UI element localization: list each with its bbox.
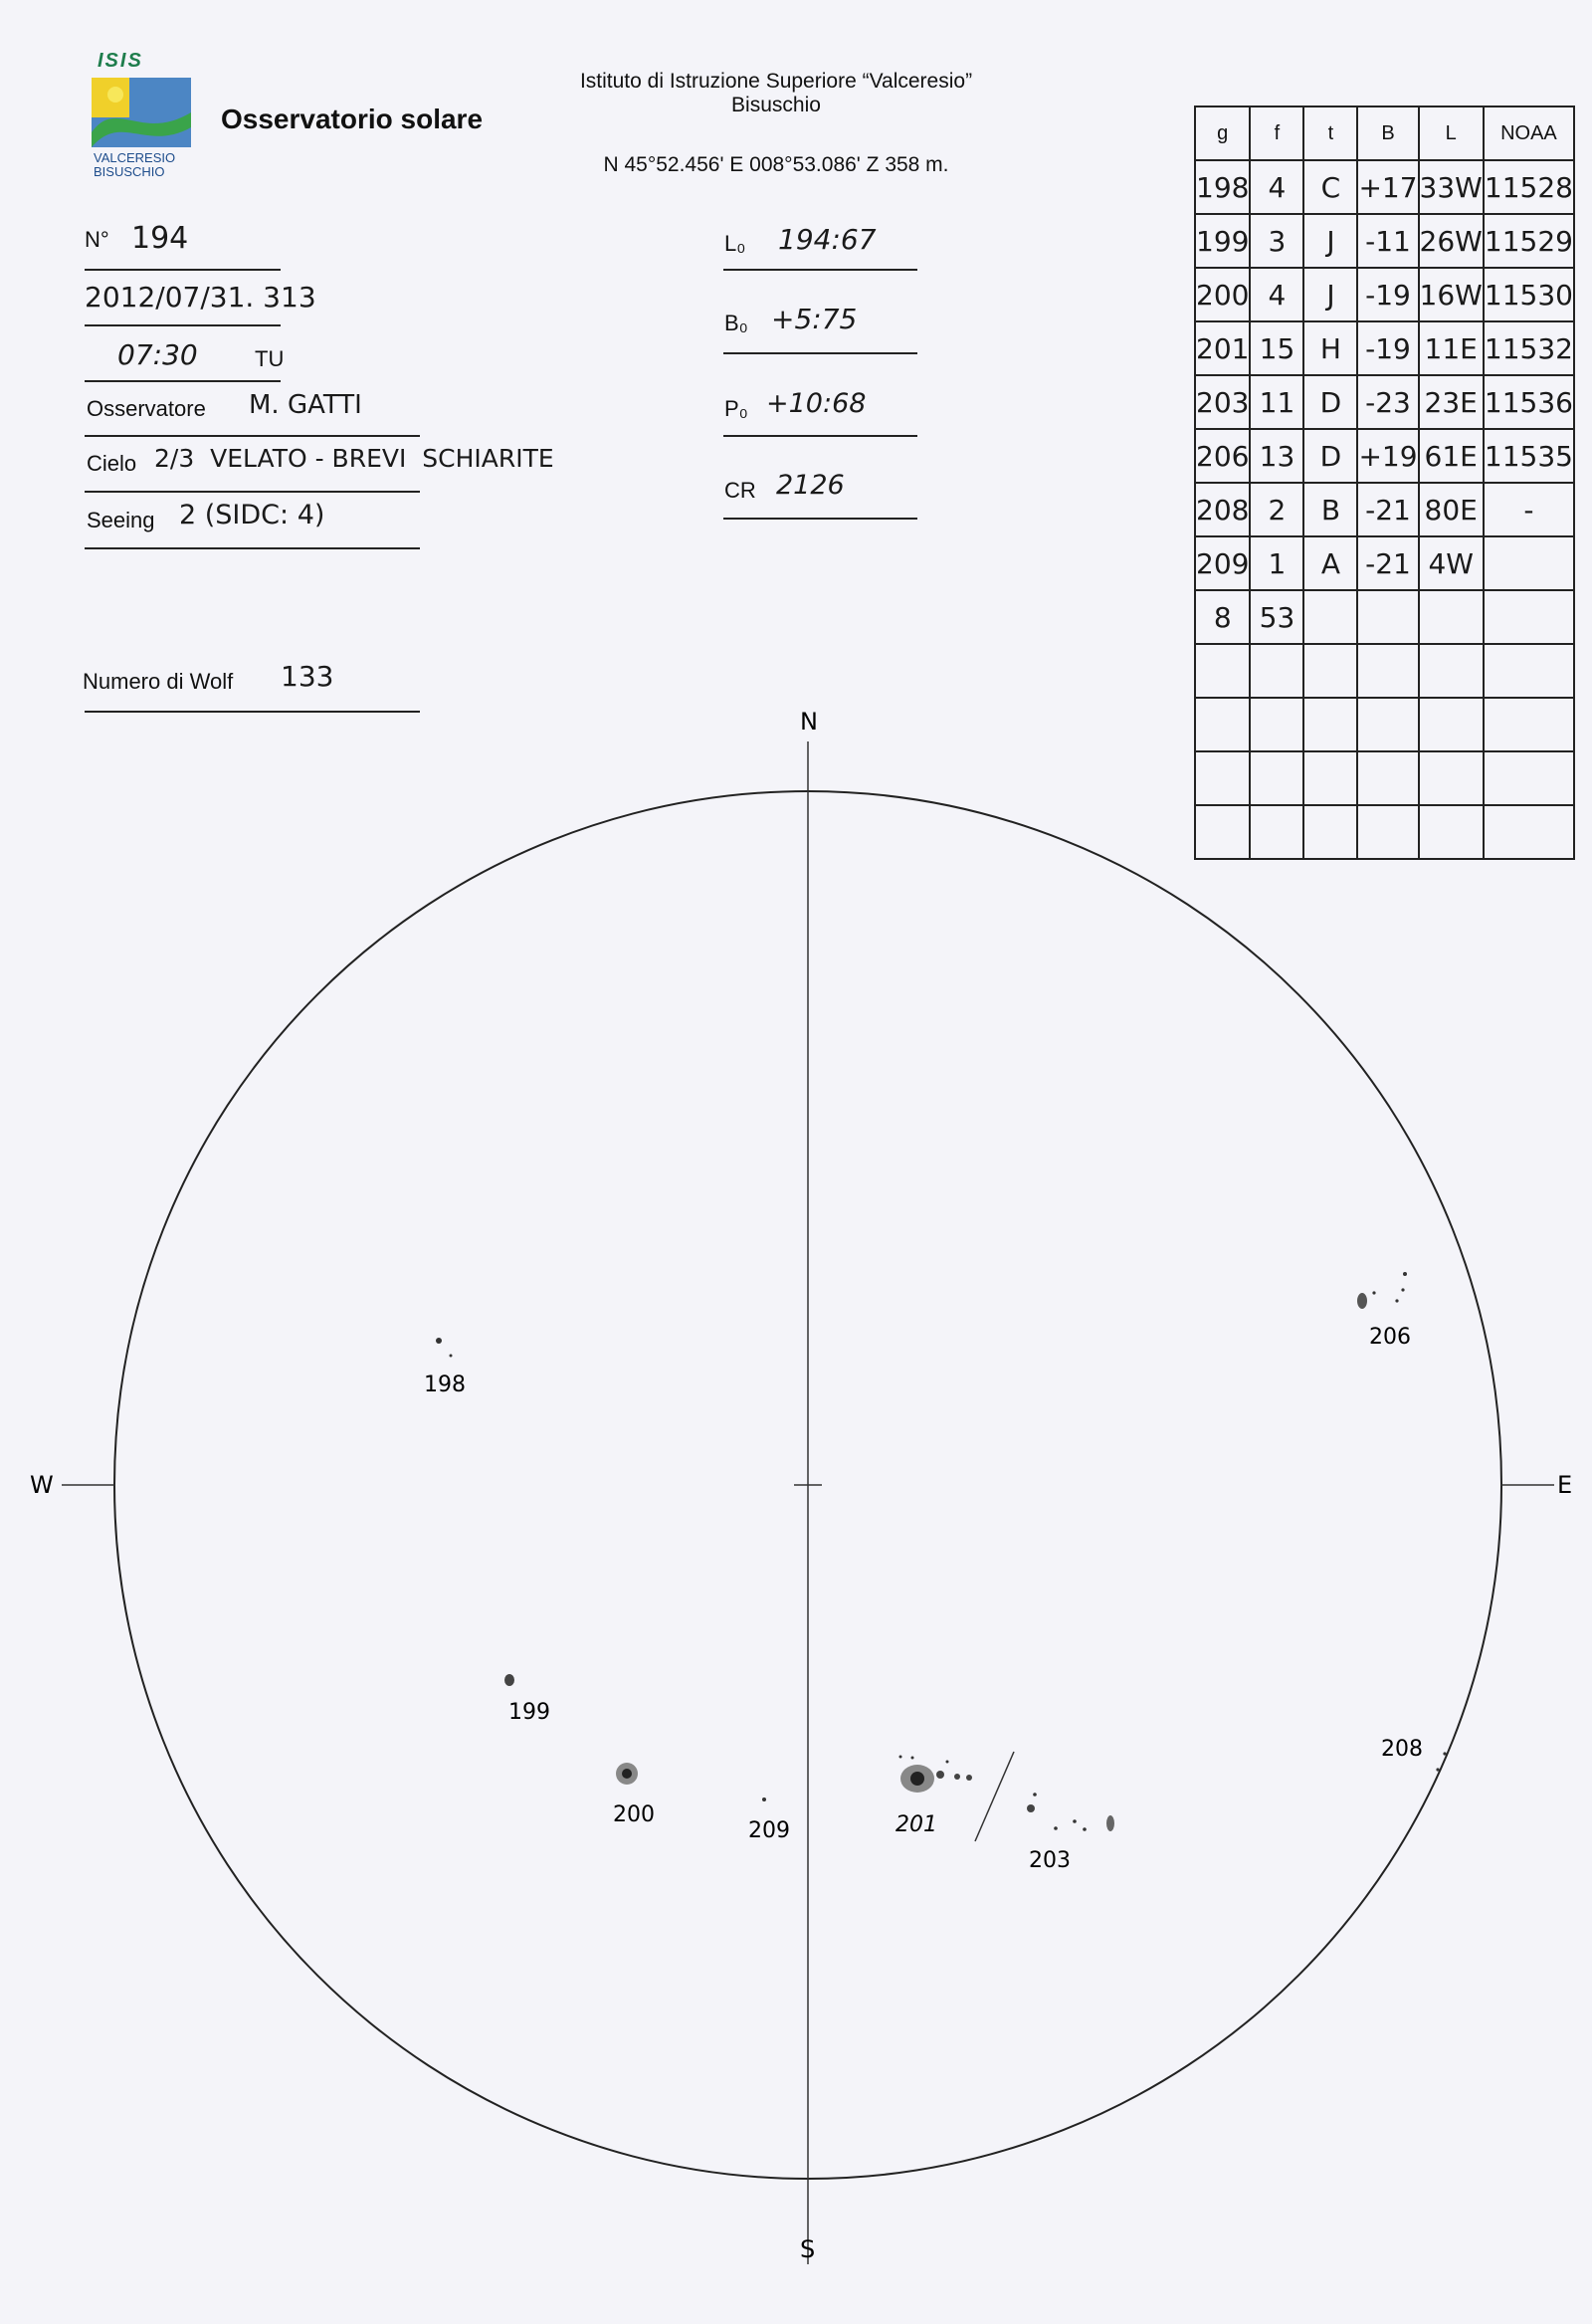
institute-line-1: Istituto di Istruzione Superiore “Valceresio” xyxy=(579,70,973,93)
school-logo xyxy=(90,50,199,189)
seeing-underline xyxy=(85,547,420,549)
spot-201-umbra xyxy=(910,1772,924,1786)
table-cell: -21 xyxy=(1357,483,1418,536)
table-cell xyxy=(1250,644,1303,698)
table-cell: 11528 xyxy=(1484,160,1574,214)
table-cell: 23E xyxy=(1419,375,1484,429)
solar-disk-drawing xyxy=(0,697,1592,2289)
table-cell: -11 xyxy=(1357,214,1418,268)
table-cell: -23 xyxy=(1357,375,1418,429)
spot-203 xyxy=(1027,1804,1035,1812)
time-underline xyxy=(85,380,281,382)
table-cell: +17 xyxy=(1357,160,1418,214)
spot-198 xyxy=(436,1338,442,1344)
logo-sub-1: VALCERESIO xyxy=(94,150,176,165)
table-cell: C xyxy=(1303,160,1357,214)
table-cell: 4 xyxy=(1250,268,1303,321)
spot-206d xyxy=(1401,1288,1404,1291)
table-header-row xyxy=(1195,106,1574,160)
number-underline xyxy=(85,269,281,271)
spot-203d xyxy=(1073,1819,1077,1823)
time-unit: TU xyxy=(255,346,285,371)
table-cell: B xyxy=(1303,483,1357,536)
spot-209 xyxy=(762,1797,766,1801)
table-cell: J xyxy=(1303,268,1357,321)
table-row xyxy=(1195,160,1574,214)
table-cell: 206 xyxy=(1195,429,1250,483)
table-cell: A xyxy=(1303,536,1357,590)
table-cell xyxy=(1419,590,1484,644)
group-199-label: 199 xyxy=(508,1700,550,1725)
table-cell: J xyxy=(1303,214,1357,268)
l0-underline xyxy=(723,269,917,271)
spot-206e xyxy=(1403,1272,1407,1276)
table-row xyxy=(1195,644,1574,698)
logo-text: ISIS xyxy=(98,50,143,72)
institute-line-2: Bisuschio xyxy=(731,94,821,116)
number-value: 194 xyxy=(131,221,189,256)
table-cell: 201 xyxy=(1195,321,1250,375)
table-cell xyxy=(1357,644,1418,698)
table-cell xyxy=(1484,590,1574,644)
spot-206 xyxy=(1357,1293,1367,1309)
seeing-label: Seeing xyxy=(87,508,155,532)
spot-201e xyxy=(899,1756,902,1759)
spot-203f xyxy=(1106,1815,1114,1831)
group-203-label: 203 xyxy=(1029,1848,1071,1873)
table-cell: -21 xyxy=(1357,536,1418,590)
table-row xyxy=(1195,483,1574,536)
table-cell: 11536 xyxy=(1484,375,1574,429)
table-header-cell: B xyxy=(1357,106,1418,160)
wolf-value: 133 xyxy=(281,660,334,693)
table-cell: 11 xyxy=(1250,375,1303,429)
table-header-cell: g xyxy=(1195,106,1250,160)
table-header-cell: f xyxy=(1250,106,1303,160)
table-cell: -19 xyxy=(1357,321,1418,375)
table-cell: 16W xyxy=(1419,268,1484,321)
logo-subtitle xyxy=(94,151,175,179)
table-row xyxy=(1195,375,1574,429)
spot-199 xyxy=(504,1674,514,1686)
table-cell: 33W xyxy=(1419,160,1484,214)
group-198-label: 198 xyxy=(424,1373,466,1397)
observer-label: Osservatore xyxy=(87,396,206,421)
spot-208b xyxy=(1436,1768,1439,1771)
table-cell: D xyxy=(1303,375,1357,429)
cr-label: CR xyxy=(724,478,756,503)
west-label: W xyxy=(30,1471,54,1499)
table-cell: 198 xyxy=(1195,160,1250,214)
table-header-cell: L xyxy=(1419,106,1484,160)
b0-label: B₀ xyxy=(724,311,748,335)
table-cell: 61E xyxy=(1419,429,1484,483)
spot-200-umbra xyxy=(622,1769,632,1779)
spot-203e xyxy=(1083,1827,1087,1831)
table-cell: 11E xyxy=(1419,321,1484,375)
l0-value: 194:67 xyxy=(778,223,877,256)
group-209-label: 209 xyxy=(748,1818,790,1843)
wolf-label: Numero di Wolf xyxy=(83,669,234,694)
spot-201f xyxy=(911,1757,914,1760)
table-cell xyxy=(1357,590,1418,644)
table-header-cell: NOAA xyxy=(1484,106,1574,160)
spot-206b xyxy=(1372,1291,1375,1294)
table-cell: 11535 xyxy=(1484,429,1574,483)
number-label: N° xyxy=(85,227,109,252)
table-cell: - xyxy=(1484,483,1574,536)
sky-label: Cielo xyxy=(87,451,137,476)
observatory-title: Osservatorio solare xyxy=(221,104,484,134)
spot-206c xyxy=(1395,1299,1398,1302)
table-row xyxy=(1195,321,1574,375)
group-206-label: 206 xyxy=(1369,1325,1411,1350)
table-cell xyxy=(1303,590,1357,644)
group-separator xyxy=(975,1752,1014,1841)
p0-label: P₀ xyxy=(724,396,748,421)
north-label: N xyxy=(800,708,818,736)
spot-201d xyxy=(966,1775,972,1781)
cr-underline xyxy=(723,518,917,520)
table-cell: 4 xyxy=(1250,160,1303,214)
table-cell: 199 xyxy=(1195,214,1250,268)
spot-203c xyxy=(1054,1826,1058,1830)
table-cell xyxy=(1419,644,1484,698)
b0-underline xyxy=(723,352,917,354)
table-row xyxy=(1195,536,1574,590)
spot-203b xyxy=(1033,1793,1037,1796)
table-cell: 1 xyxy=(1250,536,1303,590)
group-201-label: 201 xyxy=(896,1812,937,1837)
site-coordinates: N 45°52.456' E 008°53.086' Z 358 m. xyxy=(603,153,949,176)
table-cell: 4W xyxy=(1419,536,1484,590)
spot-201b xyxy=(936,1771,944,1779)
spot-208 xyxy=(1443,1752,1446,1755)
sky-underline xyxy=(85,491,420,493)
group-208-label: 208 xyxy=(1381,1737,1423,1762)
table-cell: 11532 xyxy=(1484,321,1574,375)
table-cell xyxy=(1484,644,1574,698)
table-cell: 11530 xyxy=(1484,268,1574,321)
table-cell: -19 xyxy=(1357,268,1418,321)
seeing-value: 2 (SIDC: 4) xyxy=(179,500,325,530)
table-cell: 209 xyxy=(1195,536,1250,590)
spot-201g xyxy=(946,1761,949,1764)
east-label: E xyxy=(1557,1471,1573,1499)
observer-underline xyxy=(85,435,420,437)
table-header-cell: t xyxy=(1303,106,1357,160)
table-row xyxy=(1195,429,1574,483)
table-cell: 53 xyxy=(1250,590,1303,644)
observer-value: M. GATTI xyxy=(249,390,362,420)
table-cell: 11529 xyxy=(1484,214,1574,268)
sky-value: 2/3 VELATO - BREVI SCHIARITE xyxy=(154,444,554,473)
table-cell: +19 xyxy=(1357,429,1418,483)
table-cell: 200 xyxy=(1195,268,1250,321)
table-cell xyxy=(1303,644,1357,698)
time-value: 07:30 xyxy=(117,338,198,371)
table-cell: 26W xyxy=(1419,214,1484,268)
table-cell: 208 xyxy=(1195,483,1250,536)
date-value: 2012/07/31. 313 xyxy=(85,281,316,314)
table-cell: 13 xyxy=(1250,429,1303,483)
table-cell: 8 xyxy=(1195,590,1250,644)
table-row xyxy=(1195,214,1574,268)
table-cell: 3 xyxy=(1250,214,1303,268)
institute-heading xyxy=(498,70,1055,117)
south-label: S xyxy=(800,2235,816,2263)
b0-value: +5:75 xyxy=(771,303,858,335)
p0-underline xyxy=(723,435,917,437)
table-row xyxy=(1195,590,1574,644)
table-cell xyxy=(1484,536,1574,590)
spot-198b xyxy=(450,1355,453,1358)
logo-emblem xyxy=(92,78,191,147)
table-cell: H xyxy=(1303,321,1357,375)
spot-201c xyxy=(954,1774,960,1780)
logo-sub-2: BISUSCHIO xyxy=(94,164,165,179)
table-cell xyxy=(1195,644,1250,698)
group-200-label: 200 xyxy=(613,1802,655,1827)
date-underline xyxy=(85,324,281,326)
l0-label: L₀ xyxy=(724,231,746,256)
cr-value: 2126 xyxy=(776,470,845,501)
table-cell: 2 xyxy=(1250,483,1303,536)
table-cell: D xyxy=(1303,429,1357,483)
table-cell: 80E xyxy=(1419,483,1484,536)
table-row xyxy=(1195,268,1574,321)
table-cell: 203 xyxy=(1195,375,1250,429)
p0-value: +10:68 xyxy=(766,388,867,419)
table-cell: 15 xyxy=(1250,321,1303,375)
